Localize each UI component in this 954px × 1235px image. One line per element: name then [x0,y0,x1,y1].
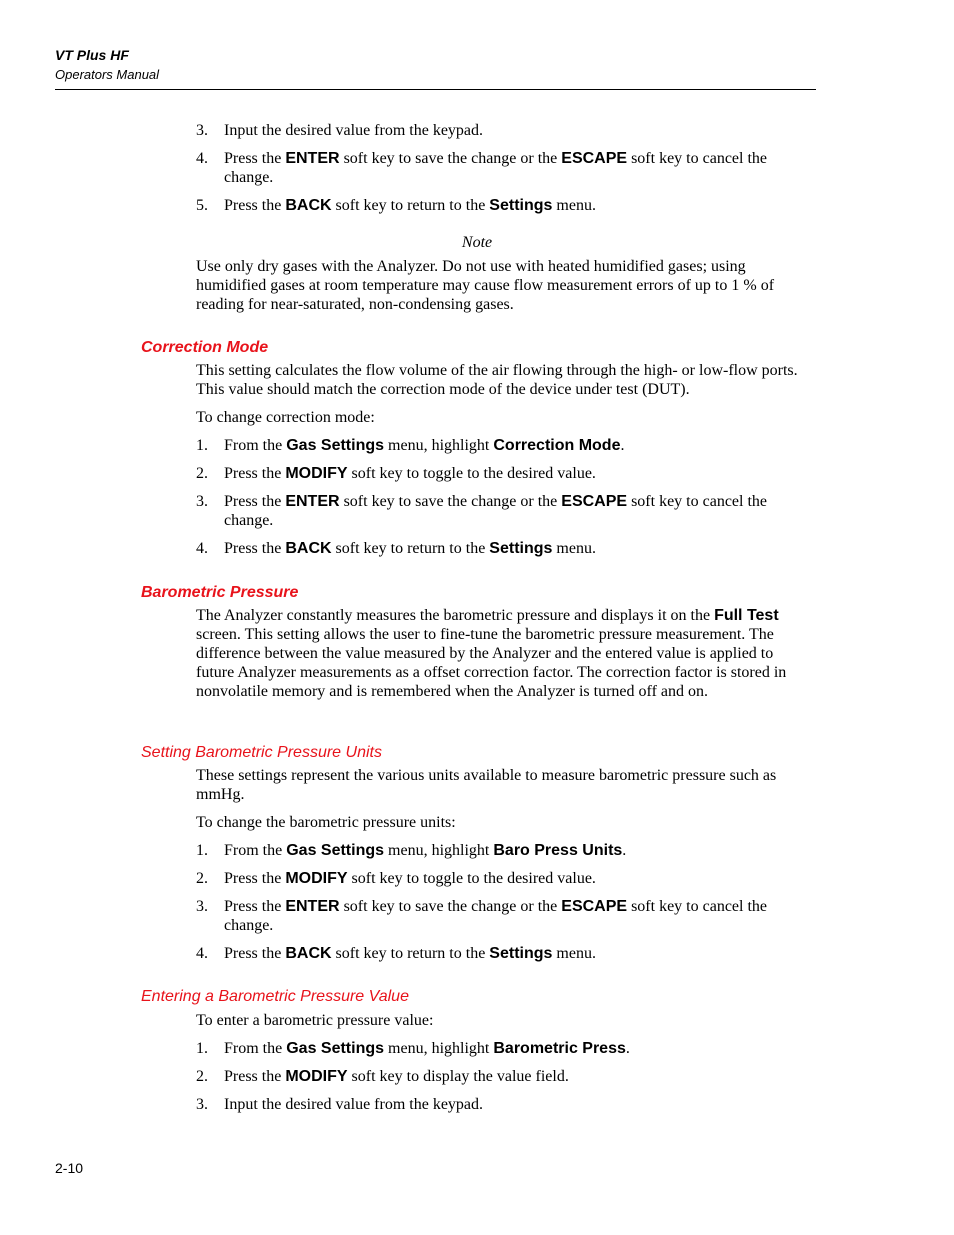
subsection-heading: Setting Barometric Pressure Units [141,744,382,761]
step-number: 3. [196,898,208,915]
note-label: Note [461,234,493,251]
menu-label: Barometric Press [493,1040,626,1057]
menu-label: Settings [489,197,553,214]
step-number: 2. [196,465,208,482]
menu-label: Gas Settings [286,1040,385,1057]
softkey-label: ENTER [285,898,340,915]
step-text: Press the MODIFY soft key to toggle to the desired value. [224,870,596,887]
step-number: 3. [196,1096,208,1113]
paragraph: To enter a barometric pressure value: [196,1012,434,1029]
menu-label: Gas Settings [286,437,385,454]
step-text: Press the BACK soft key to return to the Settings menu. [224,540,596,557]
step-number: 3. [196,493,208,510]
step-text: Press the ENTER soft key to save the change or the ESCAPE soft key to cancel the change. [224,898,768,934]
section-heading: Barometric Pressure [141,584,299,601]
softkey-label: BACK [285,540,332,557]
softkey-label: ESCAPE [561,493,628,510]
header-rule [55,89,816,90]
step-text: From the Gas Settings menu, highlight Barometric Press. [224,1040,630,1057]
step-text: Press the BACK soft key to return to the Settings menu. [224,945,596,962]
softkey-label: ESCAPE [561,150,628,167]
page-number: 2-10 [55,1160,84,1176]
step-text: Press the ENTER soft key to save the change or the ESCAPE soft key to cancel the change. [224,493,768,529]
step-text: Input the desired value from the keypad. [224,122,484,139]
step-text: Press the ENTER soft key to save the change or the ESCAPE soft key to cancel the change. [224,150,768,186]
softkey-label: MODIFY [285,1068,348,1085]
softkey-label: ESCAPE [561,898,628,915]
header-subtitle: Operators Manual [55,67,160,82]
softkey-label: MODIFY [285,870,348,887]
step-text: Press the BACK soft key to return to the Settings menu. [224,197,596,214]
paragraph: The Analyzer constantly measures the barometric pressure and displays it on the Full Test screen. This setting allows the user to fine-tune the barometric pressure measurement. The difference between the value measured by the Analyzer and the entered value is applied to future Analyzer measurements as a offset correction factor. The correction factor is stored in nonvolatile memory and is remembered when the Analyzer is turned off and on. [196,607,787,700]
step-text: From the Gas Settings menu, highlight Correction Mode. [224,437,625,454]
subsection-heading: Entering a Barometric Pressure Value [141,988,409,1005]
step-number: 2. [196,870,208,887]
step-number: 4. [196,540,208,557]
paragraph: To change the barometric pressure units: [196,814,456,831]
step-number: 4. [196,945,208,962]
paragraph: This setting calculates the flow volume of the air flowing through the high- or low-flow ports. This value should match the correction mode of the device under test (DUT). [196,362,798,398]
step-number: 3. [196,122,208,139]
softkey-label: MODIFY [285,465,348,482]
screen-label: Full Test [714,607,779,624]
header-title: VT Plus HF [55,47,129,63]
step-text: Press the MODIFY soft key to toggle to the desired value. [224,465,596,482]
menu-label: Correction Mode [493,437,621,454]
step-number: 1. [196,437,208,454]
menu-label: Gas Settings [286,842,385,859]
section-heading: Correction Mode [141,339,269,356]
softkey-label: ENTER [285,493,340,510]
softkey-label: ENTER [285,150,340,167]
menu-label: Settings [489,945,553,962]
step-text: Press the MODIFY soft key to display the value field. [224,1068,569,1085]
softkey-label: BACK [285,197,332,214]
step-number: 4. [196,150,208,167]
step-number: 1. [196,1040,208,1057]
step-number: 5. [196,197,208,214]
step-text: Input the desired value from the keypad. [224,1096,484,1113]
paragraph: To change correction mode: [196,409,375,426]
step-number: 2. [196,1068,208,1085]
menu-label: Baro Press Units [493,842,623,859]
step-text: From the Gas Settings menu, highlight Baro Press Units. [224,842,627,859]
softkey-label: BACK [285,945,332,962]
note-text: Use only dry gases with the Analyzer. Do not use with heated humidified gases; using humidified gases at room temperature may cause flow measurement errors of up to 1 % of reading for near-saturated, non-condensing gases. [196,258,775,313]
paragraph: These settings represent the various units available to measure barometric pressure such as mmHg. [196,767,777,803]
menu-label: Settings [489,540,553,557]
step-number: 1. [196,842,208,859]
